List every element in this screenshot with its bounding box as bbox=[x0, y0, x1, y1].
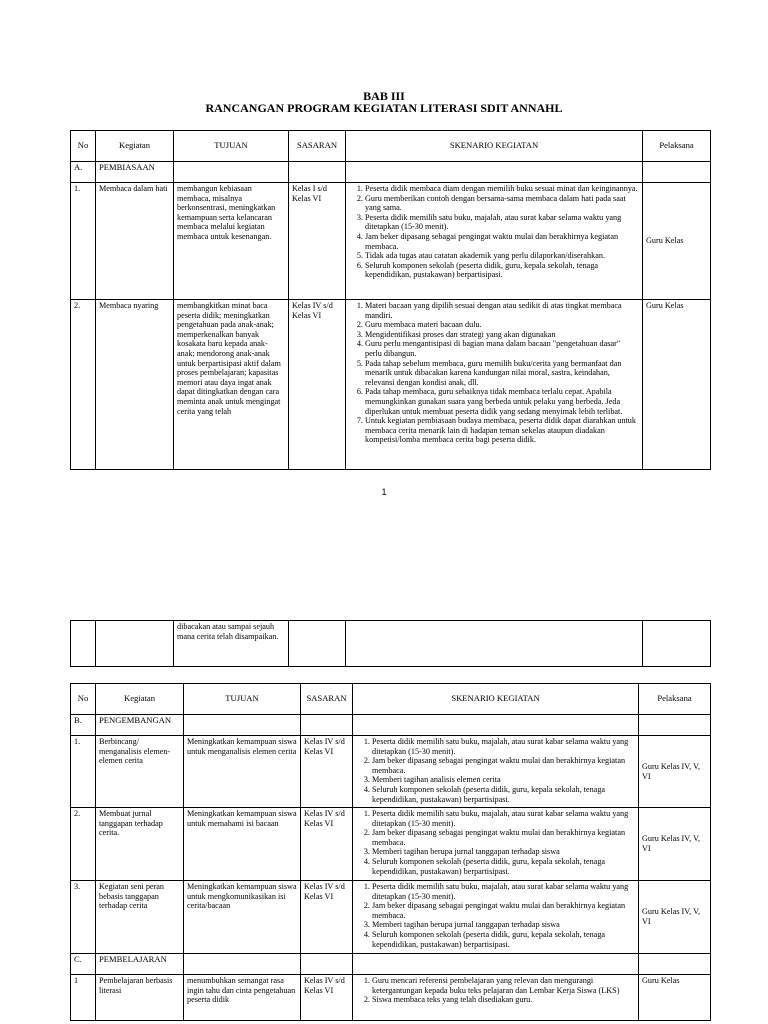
header-tujuan: TUJUAN bbox=[184, 684, 301, 715]
skenario-item: 2. Jam beker dipasang sebagai pengingat waktu mulai dan berakhirnya kegiatan membaca. bbox=[372, 901, 635, 920]
row-no: 1. bbox=[71, 183, 96, 300]
row-sasaran: Kelas IV s/d Kelas VI bbox=[289, 300, 346, 470]
row-pelaksana: Guru Kelas IV, V, VI bbox=[639, 736, 711, 808]
skenario-item: 1. Peserta didik membaca diam dengan memilih buku sesuai minat dan keinginannya. bbox=[365, 184, 639, 194]
table-row bbox=[71, 881, 711, 954]
row-tujuan: Meningkatkan kemampuan siswa untuk menganalisis elemen cerita bbox=[184, 736, 301, 808]
row-sasaran: Kelas I s/d Kelas VI bbox=[289, 183, 346, 300]
header-pelaksana: Pelaksana bbox=[639, 684, 711, 715]
document-title: BAB III bbox=[363, 89, 405, 103]
row-pelaksana: Guru Kelas bbox=[639, 975, 711, 1021]
table-header-row bbox=[71, 684, 711, 715]
row-pelaksana: Guru Kelas IV, V, VI bbox=[639, 808, 711, 881]
skenario-list bbox=[356, 737, 635, 804]
program-table-page1 bbox=[70, 130, 711, 470]
row-pelaksana: Guru Kelas bbox=[643, 300, 711, 470]
row-skenario bbox=[353, 808, 639, 881]
table-header-row bbox=[71, 131, 711, 162]
skenario-item: 3. Peserta didik memilih satu buku, majalah, atau surat kabar selama waktu yang ditetapkan (15-30 menit). bbox=[365, 213, 639, 232]
section-no: A. bbox=[71, 162, 96, 183]
row-tujuan: Meningkatkan kemampuan siswa untuk mengkomunikasikan isi cerita/bacaan bbox=[184, 881, 301, 954]
continuation-table bbox=[70, 620, 711, 667]
header-no: No bbox=[71, 131, 96, 162]
table-row bbox=[71, 183, 711, 300]
skenario-item: 7. Untuk kegiatan pembiasaan budaya membaca, peserta didik dapat diarahkan untuk membaca cerita menarik lain di hadapan teman sekelas ataupun diadakan kompetisi/lomba membaca cerita bagi peserta didik. bbox=[365, 416, 639, 445]
skenario-item: 1. Peserta didik memilih satu buku, majalah, atau surat kabar selama waktu yang ditetapkan (15-30 menit). bbox=[372, 809, 635, 828]
skenario-item: 3. Memberi tagihan berupa jurnal tanggapan terhadap siswa bbox=[372, 920, 635, 930]
row-skenario bbox=[353, 736, 639, 808]
row-kegiatan: Membaca dalam hati bbox=[96, 183, 174, 300]
skenario-item: 1. Peserta didik memilih satu buku, majalah, atau surat kabar selama waktu yang ditetapkan (15-30 menit). bbox=[372, 737, 635, 756]
row-tujuan: membangun kebiasaan membaca, misalnya berkonsentrasi, meningkatkan kemampuan serta kelancaran membaca melalui kegiatan membaca untuk kesenangan. bbox=[174, 183, 289, 300]
skenario-item: 1. Peserta didik memilih satu buku, majalah, atau surat kabar selama waktu yang ditetapkan (15-30 menit). bbox=[372, 882, 635, 901]
section-label: PEMBIASAAN bbox=[96, 162, 174, 183]
skenario-item: 4. Seluruh komponen sekolah (peserta didik, guru, kepala sekolah, tenaga kependidikan, pustakawan) berpartisipasi. bbox=[372, 785, 635, 804]
skenario-item: 3. Memberi tagihan analisis elemen cerita bbox=[372, 775, 635, 785]
row-skenario bbox=[353, 881, 639, 954]
skenario-item: 3. Mengidentifikasi proses dan strategi yang akan digunakan bbox=[365, 330, 639, 340]
row-sasaran: Kelas IV s/d Kelas VI bbox=[301, 881, 353, 954]
skenario-item: 2. Jam beker dipasang sebagai pengingat waktu mulai dan berakhirnya kegiatan membaca. bbox=[372, 756, 635, 775]
section-row-pembelajaran bbox=[71, 954, 711, 975]
skenario-item: 3. Memberi tagihan berupa jurnal tanggapan terhadap siswa bbox=[372, 847, 635, 857]
section-label: PEMBELAJARAN bbox=[96, 954, 184, 975]
table-row bbox=[71, 808, 711, 881]
row-skenario bbox=[353, 975, 639, 1021]
row-no: 1 bbox=[71, 975, 96, 1021]
row-no: 3. bbox=[71, 881, 96, 954]
document-subtitle: RANCANGAN PROGRAM KEGIATAN LITERASI SDIT ANNAHL bbox=[205, 101, 563, 115]
header-pelaksana: Pelaksana bbox=[643, 131, 711, 162]
section-row-pembiasaan bbox=[71, 162, 711, 183]
row-pelaksana: Guru Kelas IV, V, VI bbox=[639, 881, 711, 954]
row-kegiatan: Membuat jurnal tanggapan terhadap cerita. bbox=[96, 808, 184, 881]
section-label: PENGEMBANGAN bbox=[96, 715, 184, 736]
row-skenario bbox=[346, 183, 643, 300]
program-table-page2 bbox=[70, 683, 711, 1021]
row-skenario bbox=[346, 300, 643, 470]
header-sasaran: SASARAN bbox=[301, 684, 353, 715]
skenario-item: 5. Tidak ada tugas atau catatan akademik yang perlu dilaporkan/diserahkan. bbox=[365, 251, 639, 261]
skenario-item: 4. Jam beker dipasang sebagai pengingat waktu mulai dan berakhirnya kegiatan membaca. bbox=[365, 232, 639, 251]
section-row-pengembangan bbox=[71, 715, 711, 736]
skenario-item: 6. Pada tahap membaca, guru sebaiknya tidak membaca terlalu cepat. Apabila memungkinkan gunakan suara yang berbeda untuk pelaku yang berbeda. Jeda diperlukan untuk membuat peserta didik yang sedang menyimak lebih terlibat. bbox=[365, 387, 639, 416]
skenario-item: 4. Guru perlu mengantisipasi di bagian mana dalam bacaan "pengetahuan dasar" perlu dibangun. bbox=[365, 339, 639, 358]
skenario-list bbox=[356, 882, 635, 949]
row-sasaran: Kelas IV s/d Kelas VI bbox=[301, 736, 353, 808]
header-skenario: SKENARIO KEGIATAN bbox=[346, 131, 643, 162]
table-row bbox=[71, 736, 711, 808]
table-row bbox=[71, 975, 711, 1021]
skenario-list bbox=[356, 976, 635, 1005]
skenario-item: 1. Materi bacaan yang dipilih sesuai dengan atau sedikit di atas tingkat membaca mandiri. bbox=[365, 301, 639, 320]
row-no: 2. bbox=[71, 300, 96, 470]
skenario-item: 6. Seluruh komponen sekolah (peserta didik, guru, kepala sekolah, tenaga kependidikan, pustakawan) berpartisipasi. bbox=[365, 261, 639, 280]
header-skenario: SKENARIO KEGIATAN bbox=[353, 684, 639, 715]
skenario-item: 4. Seluruh komponen sekolah (peserta didik, guru, kepala sekolah, tenaga kependidikan, pustakawan) berpartisipasi. bbox=[372, 857, 635, 876]
skenario-list bbox=[356, 809, 635, 876]
row-sasaran: Kelas IV s/d Kelas VI bbox=[301, 808, 353, 881]
row-kegiatan: Berbincang/ menganalisis elemen-elemen cerita bbox=[96, 736, 184, 808]
table-row bbox=[71, 300, 711, 470]
header-sasaran: SASARAN bbox=[289, 131, 346, 162]
row-kegiatan: Pembelajaran berbasis literasi bbox=[96, 975, 184, 1021]
row-sasaran: Kelas IV s/d Kelas VI bbox=[301, 975, 353, 1021]
skenario-item: 2. Guru memberikan contoh dengan bersama-sama membaca dalam hati pada saat yang sama. bbox=[365, 194, 639, 213]
skenario-item: 2. Siswa membaca teks yang telah disediakan guru. bbox=[372, 995, 635, 1005]
row-no: 1. bbox=[71, 736, 96, 808]
row-tujuan: Meningkatkan kemampuan siswa untuk memahami isi bacaan bbox=[184, 808, 301, 881]
section-no: C. bbox=[71, 954, 96, 975]
header-kegiatan: Kegiatan bbox=[96, 684, 184, 715]
row-tujuan-continued: dibacakan atau sampai sejauh mana cerita telah disampaikan. bbox=[174, 621, 289, 667]
skenario-item: 1. Guru mencari referensi pembelajaran yang relevan dan mengurangi ketergantungan kepada buku teks pelajaran dan Lembar Kerja Siswa (LKS) bbox=[372, 976, 635, 995]
skenario-item: 4. Seluruh komponen sekolah (peserta didik, guru, kepala sekolah, tenaga kependidikan, pustakawan) berpartisipasi. bbox=[372, 930, 635, 949]
skenario-list bbox=[349, 184, 639, 280]
header-no: No bbox=[71, 684, 96, 715]
row-kegiatan: Membaca nyaring bbox=[96, 300, 174, 470]
skenario-list bbox=[349, 301, 639, 445]
row-no: 2. bbox=[71, 808, 96, 881]
row-tujuan: menumbuhkan semangat rasa ingin tahu dan cinta pengetahuan peserta didik bbox=[184, 975, 301, 1021]
page-number: 1 bbox=[381, 487, 387, 497]
row-pelaksana: Guru Kelas bbox=[643, 183, 711, 300]
skenario-item: 2. Guru membaca materi bacaan dulu. bbox=[365, 320, 639, 330]
row-tujuan: membangkitkan minat baca peserta didik; meningkatkan pengetahuan pada anak-anak; memperkenalkan banyak kosakata baru kepada anak-anak; mendorong anak-anak untuk berpartisipasi aktif dalam proses pembelajaran; kapasitas memori atau daya ingat anak dapat ditingkatkan dengan cara meminta anak untuk mengingat cerita yang telah bbox=[174, 300, 289, 470]
table-row bbox=[71, 621, 711, 667]
section-no: B. bbox=[71, 715, 96, 736]
skenario-item: 2. Jam beker dipasang sebagai pengingat waktu mulai dan berakhirnya kegiatan membaca. bbox=[372, 828, 635, 847]
skenario-item: 5. Pada tahap sebelum membaca, guru memilih buku/cerita yang bermanfaat dan menarik untuk dibacakan karena kandungan nilai moral, sastra, keindahan, relevansi dengan kondisi anak, dll. bbox=[365, 359, 639, 388]
header-kegiatan: Kegiatan bbox=[96, 131, 174, 162]
header-tujuan: TUJUAN bbox=[174, 131, 289, 162]
row-kegiatan: Kegiatan seni peran bebasis tanggapan terhadap cerita bbox=[96, 881, 184, 954]
